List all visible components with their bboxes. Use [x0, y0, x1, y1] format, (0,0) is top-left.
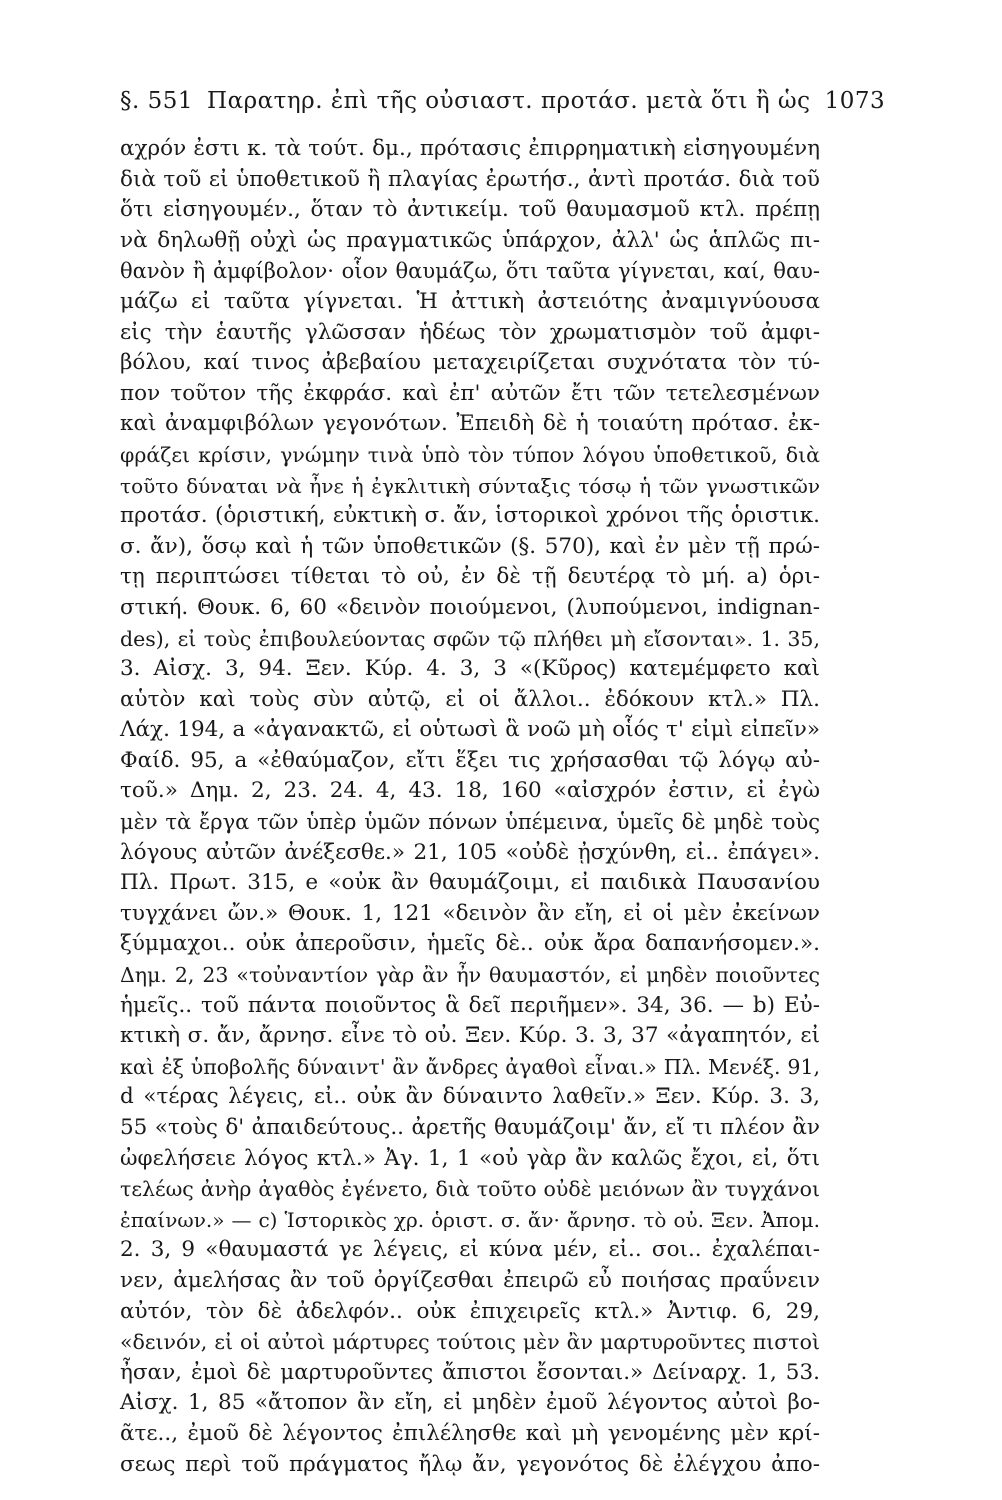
text-line: d «τέρας λέγεις, εἰ.. οὐκ ἂν δύναιντο λαθεῖν.» Ξεν. Κύρ. 3. 3,: [120, 1084, 820, 1110]
text-line: θανὸν ἢ ἀμφίβολον· οἷον θαυμάζω, ὅτι ταῦτα γίγνεται, καί, θαυ-: [120, 259, 820, 284]
text-line: 55 «τοὺς δ' ἀπαιδεύτους.. ἀρετῆς θαυμάζοιμ' ἄν, εἴ τι πλέον ἂν: [120, 1115, 820, 1140]
book-page: [120, 88, 886, 1480]
text-line: εἰς τὴν ἑαυτῆς γλῶσσαν ἡδέως τὸν χρωματισμὸν τοῦ ἀμφι-: [120, 319, 820, 345]
text-line: 2. 3, 9 «θαυμαστά γε λέγεις, εἰ κύνα μέν, εἰ.. σοι.. ἐχαλέπαι-: [120, 1237, 820, 1263]
text-line: νεν, ἀμελήσας ἂν τοῦ ὀργίζεσθαι ἐπειρῶ εὖ ποιήσας πραΰνειν: [120, 1267, 820, 1293]
text-line: σεως περὶ τοῦ πράγματος ἤλῳ ἄν, γεγονότος δὲ ἐλέγχου ἀπο-: [120, 1451, 820, 1477]
text-line: 3. Αἰσχ. 3, 94. Ξεν. Κύρ. 4. 3, 3 «(Κῦρος) κατεμέμφετο καὶ: [120, 656, 820, 682]
text-line: νὰ δηλωθῇ οὐχὶ ὡς πραγματικῶς ὑπάρχον, ἀλλ' ὡς ἁπλῶς πι-: [120, 227, 820, 253]
text-line: στική. Θουκ. 6, 60 «δεινὸν ποιούμενοι, (λυπούμενοι, indignan-: [120, 594, 820, 620]
text-line: τοῦ.» Δημ. 2, 23. 24. 4, 43. 18, 160 «αἰσχρόν ἐστιν, εἰ ἐγὼ: [120, 778, 820, 804]
running-head: [120, 88, 886, 134]
text-line: ἦσαν, ἐμοὶ δὲ μαρτυροῦντες ἄπιστοι ἔσονται.» Δείναρχ. 1, 53.: [120, 1359, 820, 1385]
text-line: καὶ ἐξ ὑποβολῆς δύναιντ' ἂν ἄνδρες ἀγαθοὶ εἶναι.» Πλ. Μενέξ. 91,: [120, 1054, 820, 1079]
text-line: ἡμεῖς.. τοῦ πάντα ποιοῦντος ἃ δεῖ περιῆμεν». 34, 36. — b) Εὐ-: [120, 992, 820, 1018]
text-line: τελέως ἀνὴρ ἀγαθὸς ἐγένετο, διὰ τοῦτο οὐδὲ μειόνων ἂν τυγχάνοι: [120, 1177, 820, 1202]
text-line: τῃ περιπτώσει τίθεται τὸ οὐ, ἐν δὲ τῇ δευτέρᾳ τὸ μή. a) ὁρι-: [120, 564, 820, 590]
text-line: σ. ἄν), ὅσῳ καὶ ἡ τῶν ὑποθετικῶν (§. 570), καὶ ἐν μὲν τῇ πρώ-: [120, 533, 820, 559]
text-line: αχρόν ἐστι κ. τὰ τούτ. δμ., πρότασις ἐπιρρηματικὴ εἰσηγουμένη: [120, 136, 820, 161]
text-line: πον τοῦτον τῆς ἐκφράσ. καὶ ἐπ' αὐτῶν ἔτι τῶν τετελεσμένων: [120, 380, 820, 406]
section-number: §. 551: [120, 88, 194, 114]
text-line: Φαίδ. 95, a «ἐθαύμαζον, εἴτι ἕξει τις χρήσασθαι τῷ λόγῳ αὐ-: [120, 747, 820, 773]
text-line: βόλου, καί τινος ἀβεβαίου μεταχειρίζεται συχνότατα τὸν τύ-: [120, 350, 820, 376]
text-line: ὅτι εἰσηγουμέν., ὅταν τὸ ἀντικείμ. τοῦ θαυμασμοῦ κτλ. πρέπῃ: [120, 197, 820, 223]
text-line: Πλ. Πρωτ. 315, e «οὐκ ἂν θαυμάζοιμι, εἰ παιδικὰ Παυσανίου: [120, 870, 820, 896]
text-line: «δεινόν, εἰ οἱ αὐτοὶ μάρτυρες τούτοις μὲν ἂν μαρτυροῦντες πιστοὶ: [120, 1330, 820, 1355]
text-line: μὲν τὰ ἔργα τῶν ὑπὲρ ὑμῶν πόνων ὑπέμεινα, ὑμεῖς δὲ μηδὲ τοὺς: [120, 810, 820, 835]
text-line: ᾶτε.., ἐμοῦ δὲ λέγοντος ἐπιλέλησθε καὶ μὴ γενομένης μὲν κρί-: [120, 1420, 820, 1446]
page-number: 1073: [824, 88, 886, 114]
text-line: προτάσ. (ὁριστική, εὐκτικὴ σ. ἄν, ἱστορικοὶ χρόνοι τῆς ὁριστικ.: [120, 503, 820, 529]
text-line: ξύμμαχοι.. οὐκ ἀπεροῦσιν, ἡμεῖς δὲ.. οὐκ ἄρα δαπανήσομεν.».: [120, 931, 820, 957]
text-line: κτικὴ σ. ἄν, ἄρνησ. εἶνε τὸ οὐ. Ξεν. Κύρ. 3. 3, 37 «ἀγαπητόν, εἰ: [120, 1023, 820, 1049]
text-line: φράζει κρίσιν, γνώμην τινὰ ὑπὸ τὸν τύπον λόγου ὑποθετικοῦ, διὰ: [120, 442, 820, 467]
text-line: des), εἰ τοὺς ἐπιβουλεύοντας σφῶν τῷ πλήθει μὴ εἴσονται». 1. 35,: [120, 626, 820, 651]
text-line: ὠφελήσειε λόγος κτλ.» Ἀγ. 1, 1 «οὐ γὰρ ἂν καλῶς ἔχοι, εἰ, ὅτι: [120, 1145, 820, 1171]
text-line: λόγους αὐτῶν ἀνέξεσθε.» 21, 105 «οὐδὲ ᾐσχύνθη, εἰ.. ἐπάγει».: [120, 839, 820, 865]
text-line: Δημ. 2, 23 «τοὐναντίον γὰρ ἂν ἦν θαυμαστόν, εἰ μηδὲν ποιοῦντες: [120, 963, 820, 988]
text-line: τυγχάνει ὤν.» Θουκ. 1, 121 «δεινὸν ἂν εἴη, εἰ οἱ μὲν ἐκείνων: [120, 900, 820, 926]
body-text: [120, 134, 820, 1480]
text-line: τοῦτο δύναται νὰ ἦνε ἡ ἐγκλιτικὴ σύνταξις τόσῳ ἡ τῶν γνωστικῶν: [120, 473, 820, 498]
text-line: ἐπαίνων.» — c) Ἱστορικὸς χρ. ὁριστ. σ. ἄν· ἄρνησ. τὸ οὐ. Ξεν. Ἀπομ.: [120, 1207, 820, 1232]
text-line: αὑτὸν καὶ τοὺς σὺν αὐτῷ, εἰ οἱ ἄλλοι.. ἐδόκουν κτλ.» Πλ.: [120, 686, 820, 712]
text-line: Αἰσχ. 1, 85 «ἄτοπον ἂν εἴη, εἰ μηδὲν ἐμοῦ λέγοντος αὐτοὶ βο-: [120, 1390, 820, 1416]
text-line: Λάχ. 194, a «ἀγανακτῶ, εἰ οὑτωσὶ ἃ νοῶ μὴ οἷός τ' εἰμὶ εἰπεῖν»: [120, 717, 820, 743]
running-title: Παρατηρ. ἐπὶ τῆς οὐσιαστ. προτάσ. μετὰ ὅτι ἢ ὡς: [207, 88, 811, 114]
text-line: καὶ ἀναμφιβόλων γεγονότων. Ἐπειδὴ δὲ ἡ τοιαύτη πρότασ. ἐκ-: [120, 411, 820, 437]
text-line: μάζω εἰ ταῦτα γίγνεται. Ἡ ἀττικὴ ἀστειότης ἀναμιγνύουσα: [120, 288, 820, 314]
text-line: διὰ τοῦ εἰ ὑποθετικοῦ ἢ πλαγίας ἐρωτήσ., ἀντὶ προτάσ. διὰ τοῦ: [120, 166, 820, 192]
text-line: αὐτόν, τὸν δὲ ἀδελφόν.. οὐκ ἐπιχειρεῖς κτλ.» Ἀντιφ. 6, 29,: [120, 1298, 820, 1324]
